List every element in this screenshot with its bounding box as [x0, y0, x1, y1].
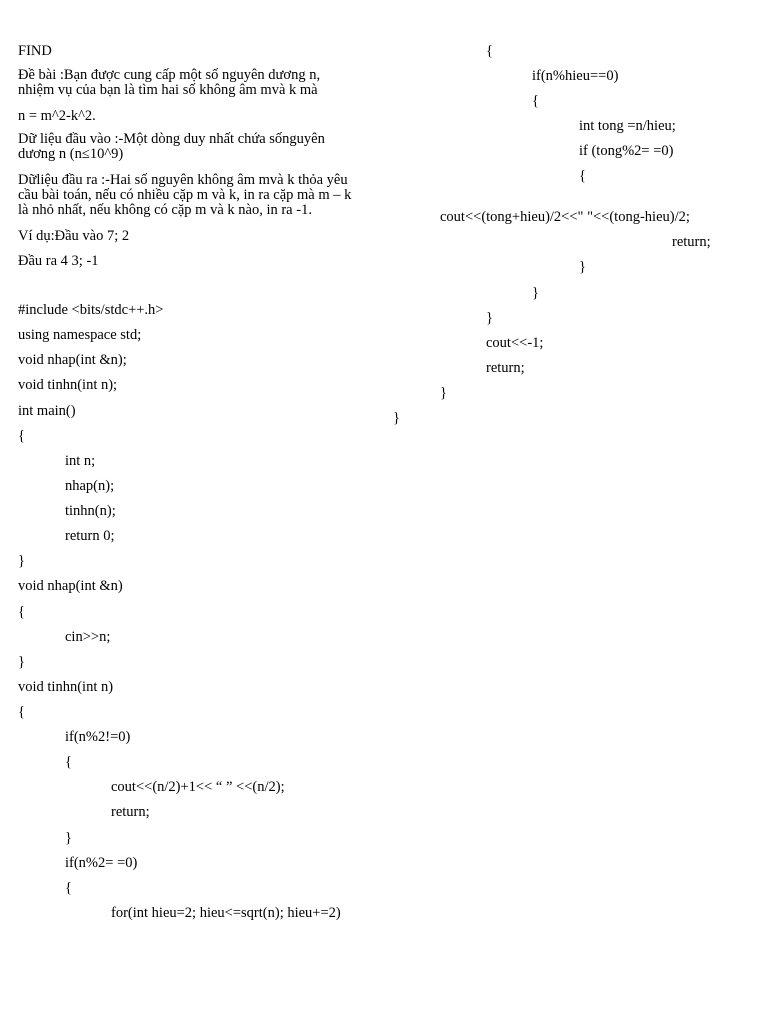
code-line: {	[579, 168, 586, 184]
code-line: return 0;	[65, 528, 115, 544]
code-line: if(n%2= =0)	[65, 855, 138, 871]
code-line: int tong =n/hieu;	[579, 118, 676, 134]
code-line: {	[486, 43, 493, 59]
code-line: }	[440, 385, 447, 401]
code-line: }	[18, 553, 25, 569]
problem-title: FIND	[18, 43, 52, 59]
code-line: if(n%2!=0)	[65, 729, 131, 745]
code-line: {	[532, 93, 539, 109]
code-line: int main()	[18, 403, 76, 419]
code-line: cout<<(tong+hieu)/2<<" "<<(tong-hieu)/2;	[440, 209, 690, 225]
input-spec: Dữ liệu đầu vào :-Một dòng duy nhất chứa sốnguyên dương n (n≤10^9)	[18, 131, 325, 162]
code-line: nhap(n);	[65, 478, 115, 494]
output-spec: Dữliệu đầu ra :-Hai số nguyên không âm mvà k thỏa yêu cầu bài toán, nếu có nhiều cặp m và k, in ra cặp mà m – k là nhỏ nhất, nếu không có cặp m và k nào, in ra -1.	[18, 172, 352, 218]
code-line: return;	[111, 804, 150, 820]
code-line: if (tong%2= =0)	[579, 143, 674, 159]
code-line: }	[486, 310, 493, 326]
example-input: Ví dụ:Đầu vào 7; 2	[18, 228, 130, 244]
code-line: void nhap(int &n)	[18, 578, 123, 594]
code-line: for(int hieu=2; hieu<=sqrt(n); hieu+=2)	[111, 905, 341, 921]
code-line: }	[18, 654, 25, 670]
code-line: void nhap(int &n);	[18, 352, 127, 368]
code-line: {	[65, 754, 72, 770]
code-line: void tinhn(int n);	[18, 377, 118, 393]
code-line: tinhn(n);	[65, 503, 116, 519]
code-line: {	[18, 428, 25, 444]
example-output: Đầu ra 4 3; -1	[18, 253, 99, 269]
problem-equation: n = m^2-k^2.	[18, 108, 96, 124]
code-line: using namespace std;	[18, 327, 142, 343]
code-line: {	[18, 604, 25, 620]
code-line: }	[579, 259, 586, 275]
code-line: }	[65, 830, 72, 846]
code-line: cout<<(n/2)+1<< “ ” <<(n/2);	[111, 779, 285, 795]
code-line: {	[18, 704, 25, 720]
code-line: return;	[486, 360, 525, 376]
code-line: int n;	[65, 453, 96, 469]
problem-statement: Đề bài :Bạn được cung cấp một số nguyên dương n, nhiệm vụ của bạn là tìm hai số không âm mvà k mà	[18, 67, 321, 98]
code-line: return;	[672, 234, 711, 250]
code-line: {	[65, 880, 72, 896]
code-line: #include <bits/stdc++.h>	[18, 302, 164, 318]
code-line: cout<<-1;	[486, 335, 544, 351]
code-line: cin>>n;	[65, 629, 111, 645]
code-line: void tinhn(int n)	[18, 679, 114, 695]
code-line: }	[393, 410, 400, 426]
code-line: if(n%hieu==0)	[532, 68, 619, 84]
code-line: }	[532, 285, 539, 301]
